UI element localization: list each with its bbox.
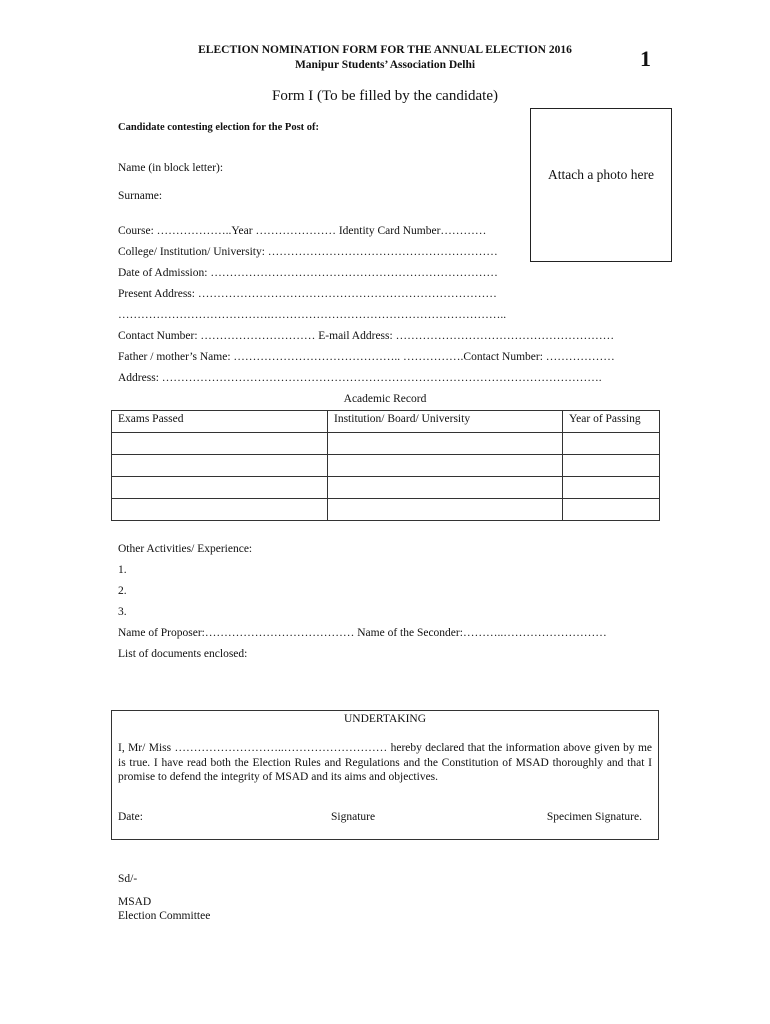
undertaking-date-label[interactable]: Date: bbox=[118, 811, 143, 823]
footer-org: MSAD bbox=[118, 896, 152, 908]
college-field[interactable]: College/ Institution/ University: …………………………………………………… bbox=[118, 246, 498, 258]
table-row bbox=[112, 499, 660, 521]
proposer-seconder-field[interactable]: Name of Proposer:………………………………… Name of the Seconder:………..……………………… bbox=[118, 627, 607, 639]
table-header-row bbox=[112, 411, 660, 433]
table-cell[interactable] bbox=[563, 433, 660, 455]
contact-email-field[interactable]: Contact Number: ………………………… E-mail Address: ………………………………………………… bbox=[118, 330, 615, 342]
table-cell[interactable] bbox=[563, 455, 660, 477]
course-year-id-field[interactable]: Course: ………………..Year ………………… Identity Card Number………… bbox=[118, 225, 487, 237]
table-cell[interactable] bbox=[328, 477, 563, 499]
table-cell[interactable] bbox=[112, 499, 328, 521]
table-cell[interactable] bbox=[563, 477, 660, 499]
table-row bbox=[112, 433, 660, 455]
other-activities-label: Other Activities/ Experience: bbox=[118, 543, 253, 555]
table-cell[interactable] bbox=[112, 477, 328, 499]
undertaking-title: UNDERTAKING bbox=[343, 713, 427, 725]
page-number: 1 bbox=[640, 46, 651, 71]
surname-field[interactable]: Surname: bbox=[118, 190, 163, 202]
table-cell[interactable] bbox=[328, 499, 563, 521]
photo-box[interactable] bbox=[530, 108, 672, 262]
undertaking-specimen-signature-label[interactable]: Specimen Signature. bbox=[546, 811, 642, 823]
footer-sd: Sd/- bbox=[118, 873, 138, 885]
table-cell[interactable] bbox=[112, 455, 328, 477]
header-institution: Institution/ Board/ University bbox=[328, 411, 563, 433]
undertaking-signature-label[interactable]: Signature bbox=[331, 811, 376, 823]
undertaking-box bbox=[111, 710, 659, 840]
table-row bbox=[112, 477, 660, 499]
present-address-field[interactable]: Present Address: …………………………………………………………………… bbox=[118, 288, 497, 300]
activity-item-1[interactable]: 1. bbox=[118, 564, 127, 576]
association-name: Manipur Students’ Association Delhi bbox=[294, 59, 476, 71]
form-title: Form I (To be filled by the candidate) bbox=[272, 88, 498, 104]
present-address-continuation[interactable]: ………………………………….…………………………………………………….. bbox=[118, 309, 507, 321]
table-cell[interactable] bbox=[112, 433, 328, 455]
parent-contact-field[interactable]: Father / mother’s Name: …………………………………….. …………….Contact Number: ……………… bbox=[118, 351, 615, 363]
table-cell[interactable] bbox=[328, 455, 563, 477]
header-exams-passed: Exams Passed bbox=[112, 411, 328, 433]
photo-box-label: Attach a photo here bbox=[547, 167, 655, 182]
academic-record-table bbox=[111, 410, 660, 521]
name-field[interactable]: Name (in block letter): bbox=[118, 162, 224, 174]
address-field[interactable]: Address: ……………………………………………………………………………………………………. bbox=[118, 372, 602, 384]
admission-date-field[interactable]: Date of Admission: ………………………………………………………………… bbox=[118, 267, 498, 279]
undertaking-text: I, Mr/ Miss ………………………..……………………… hereby declared that the information above given by me is true. I have read both the Election Rules and Regulations and the Constitution of MSAD thoroughly and that I promise to defend the integrity of MSAD and its aims and objectives. bbox=[118, 742, 652, 783]
post-label: Candidate contesting election for the Post of: bbox=[118, 122, 320, 133]
activity-item-3[interactable]: 3. bbox=[118, 606, 127, 618]
academic-record-title: Academic Record bbox=[343, 393, 427, 405]
documents-enclosed-label[interactable]: List of documents enclosed: bbox=[118, 648, 248, 660]
footer-committee: Election Committee bbox=[118, 910, 211, 922]
activity-item-2[interactable]: 2. bbox=[118, 585, 127, 597]
table-row bbox=[112, 455, 660, 477]
table-cell[interactable] bbox=[328, 433, 563, 455]
header-year-of-passing: Year of Passing bbox=[563, 411, 660, 433]
table-cell[interactable] bbox=[563, 499, 660, 521]
form-heading: ELECTION NOMINATION FORM FOR THE ANNUAL ELECTION 2016 bbox=[198, 44, 572, 56]
